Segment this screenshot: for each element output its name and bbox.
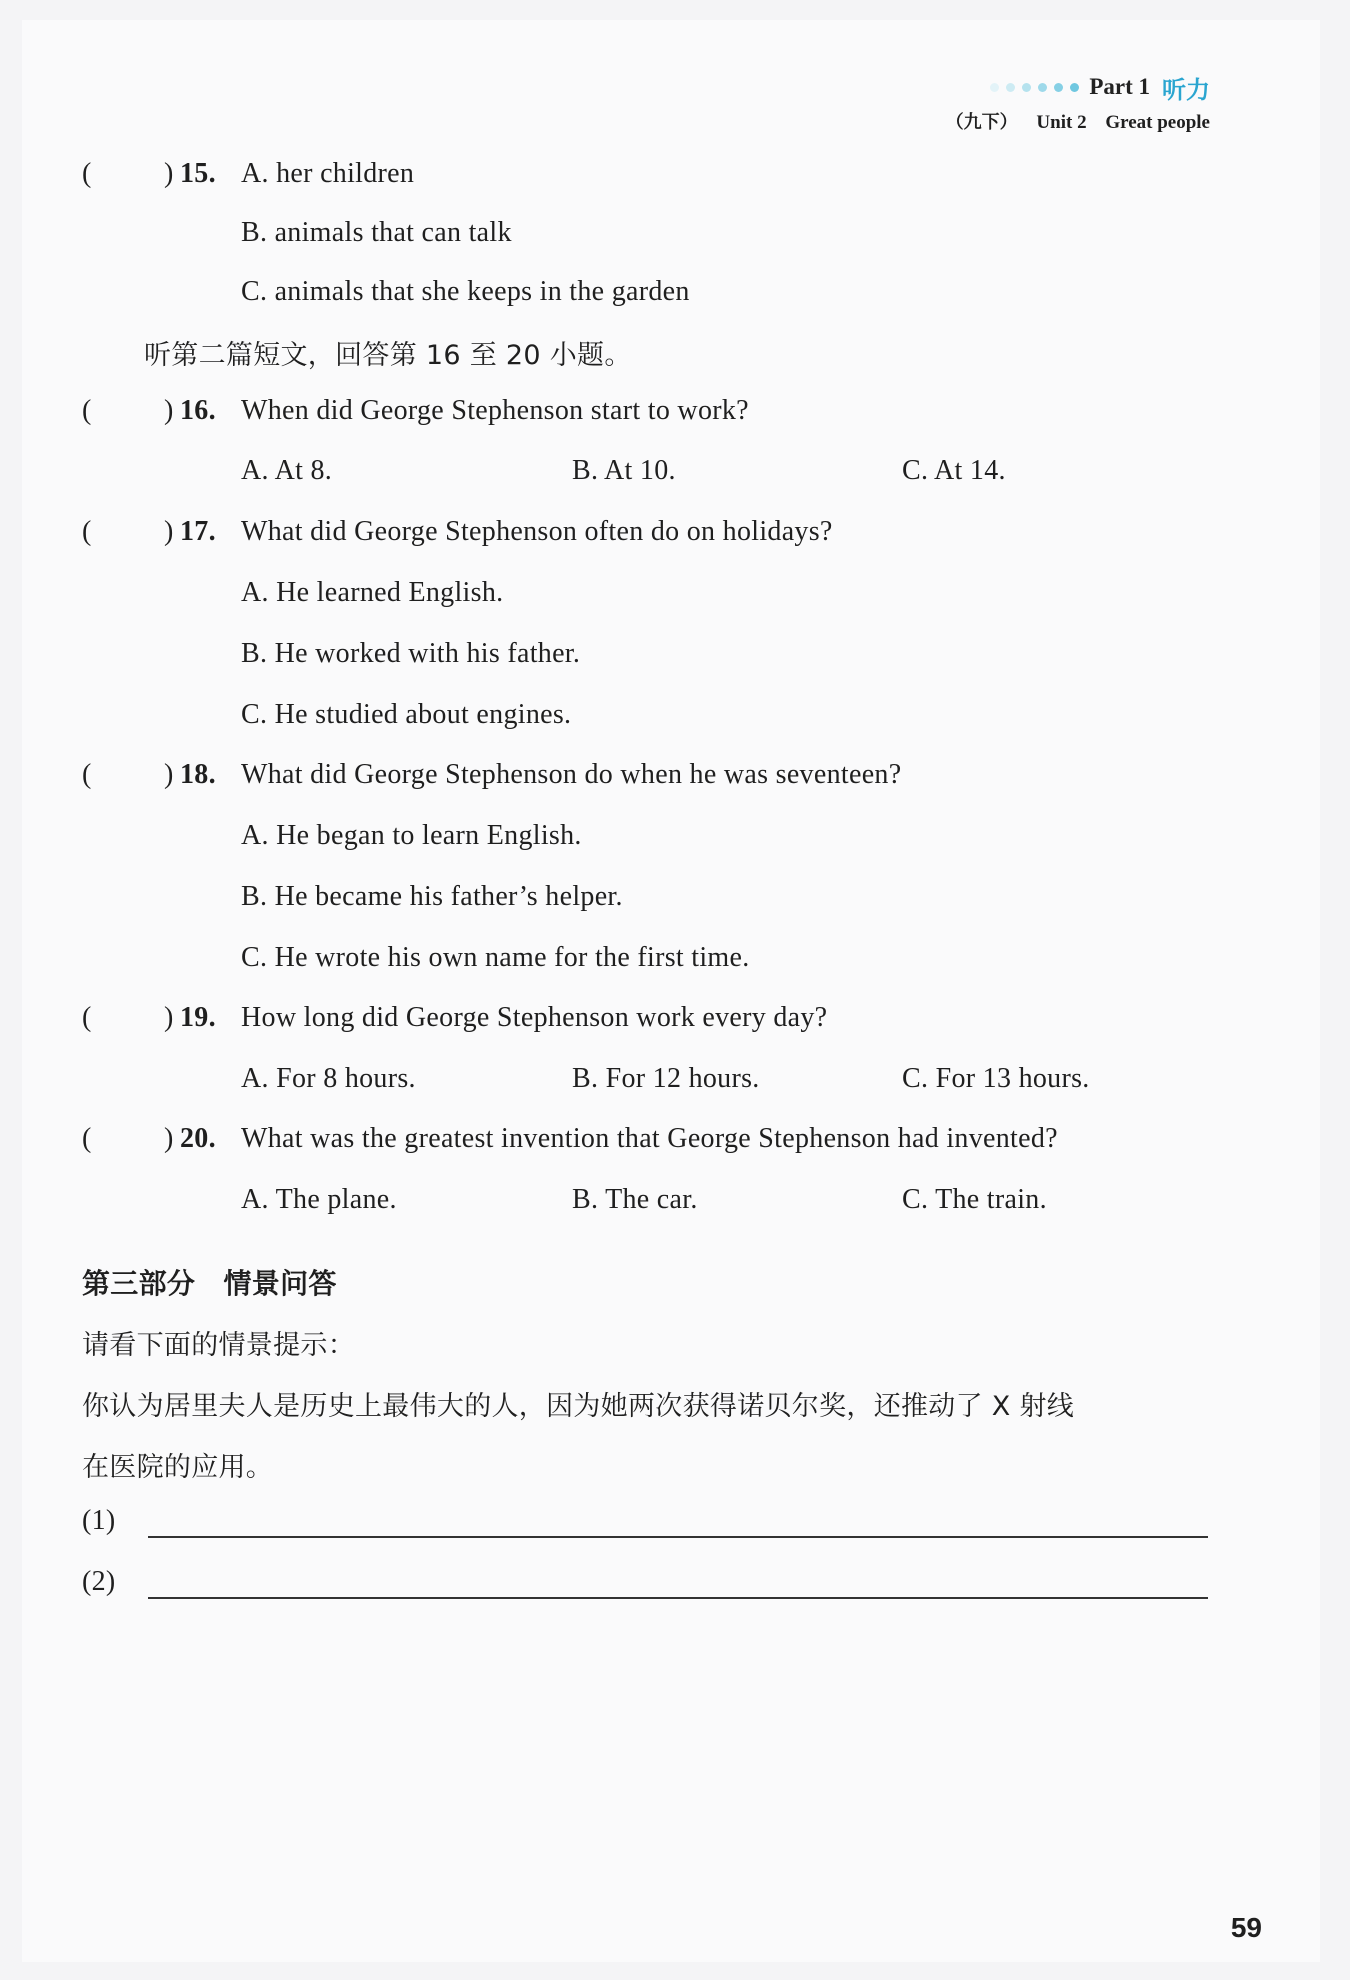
question-number: 20. [180, 1123, 216, 1154]
answer-paren-open[interactable]: ( [82, 1002, 92, 1033]
question-number: 18. [180, 759, 216, 790]
option-b: B. He worked with his father. [241, 638, 581, 669]
answer-paren-open[interactable]: ( [82, 1123, 92, 1154]
question-number: 17. [180, 516, 216, 547]
header-dot [1038, 83, 1047, 92]
option-a: A. For 8 hours. [241, 1063, 416, 1094]
answer-paren-close: ) [164, 516, 174, 547]
question-text: What did George Stephenson often do on holidays? [241, 516, 833, 547]
header-grade: （九下） [945, 112, 1018, 133]
prompt-label: 请看下面的情景提示： [82, 1330, 355, 1361]
question-text: When did George Stephenson start to work? [241, 395, 749, 426]
question-text: How long did George Stephenson work every day? [241, 1002, 828, 1033]
header-dot [1022, 83, 1031, 92]
page [22, 20, 1320, 1962]
answer-label: (2) [82, 1566, 116, 1597]
option-c: C. He studied about engines. [241, 699, 572, 730]
answer-paren-open[interactable]: ( [82, 759, 92, 790]
question-number: 15. [180, 158, 216, 189]
page-number: 59 [1230, 1912, 1262, 1943]
page-header [946, 70, 1210, 134]
question-text: What did George Stephenson do when he was seventeen? [241, 759, 902, 790]
prompt-text-line2: 在医院的应用。 [82, 1452, 274, 1483]
answer-paren-close: ) [164, 759, 174, 790]
option-c: C. He wrote his own name for the first time. [241, 942, 750, 973]
option-c: C. The train. [902, 1184, 1047, 1215]
question-number: 19. [180, 1002, 216, 1033]
header-unit-title: Great people [1105, 112, 1210, 133]
question-text: What was the greatest invention that George Stephenson had invented? [241, 1123, 1058, 1154]
option-b: B. animals that can talk [241, 217, 512, 248]
header-dot [990, 83, 999, 92]
option-a: A. He began to learn English. [241, 820, 582, 851]
answer-paren-open[interactable]: ( [82, 395, 92, 426]
prompt-text-line1: 你认为居里夫人是历史上最伟大的人，因为她两次获得诺贝尔奖，还推动了 X 射线 [82, 1391, 1075, 1422]
header-unit: Unit 2 [1036, 112, 1087, 133]
header-dots [990, 83, 1079, 92]
answer-paren-close: ) [164, 1002, 174, 1033]
option-b: B. For 12 hours. [572, 1063, 760, 1094]
passage-intro: 听第二篇短文，回答第 16 至 20 小题。 [144, 340, 632, 371]
section-title: 第三部分 情景问答 [82, 1267, 337, 1300]
option-b: B. The car. [572, 1184, 698, 1215]
header-dot [1070, 83, 1079, 92]
header-dot [1054, 83, 1063, 92]
answer-paren-open[interactable]: ( [82, 516, 92, 547]
answer-paren-close: ) [164, 158, 174, 189]
option-c: C. animals that she keeps in the garden [241, 276, 690, 307]
option-b: B. He became his father’s helper. [241, 881, 623, 912]
option-a: A. He learned English. [241, 577, 504, 608]
option-c: C. At 14. [902, 455, 1006, 486]
question-number: 16. [180, 395, 216, 426]
option-a: A. At 8. [241, 455, 333, 486]
option-c: C. For 13 hours. [902, 1063, 1090, 1094]
header-dot [1006, 83, 1015, 92]
header-listening: 听力 [1162, 75, 1210, 104]
answer-line-2[interactable] [148, 1597, 1208, 1599]
header-part: Part 1 [1089, 74, 1150, 99]
answer-paren-close: ) [164, 1123, 174, 1154]
answer-label: (1) [82, 1505, 116, 1536]
answer-paren-open[interactable]: ( [82, 158, 92, 189]
option-a: A. her children [241, 158, 415, 189]
answer-line-1[interactable] [148, 1536, 1208, 1538]
option-b: B. At 10. [572, 455, 676, 486]
option-a: A. The plane. [241, 1184, 397, 1215]
answer-paren-close: ) [164, 395, 174, 426]
